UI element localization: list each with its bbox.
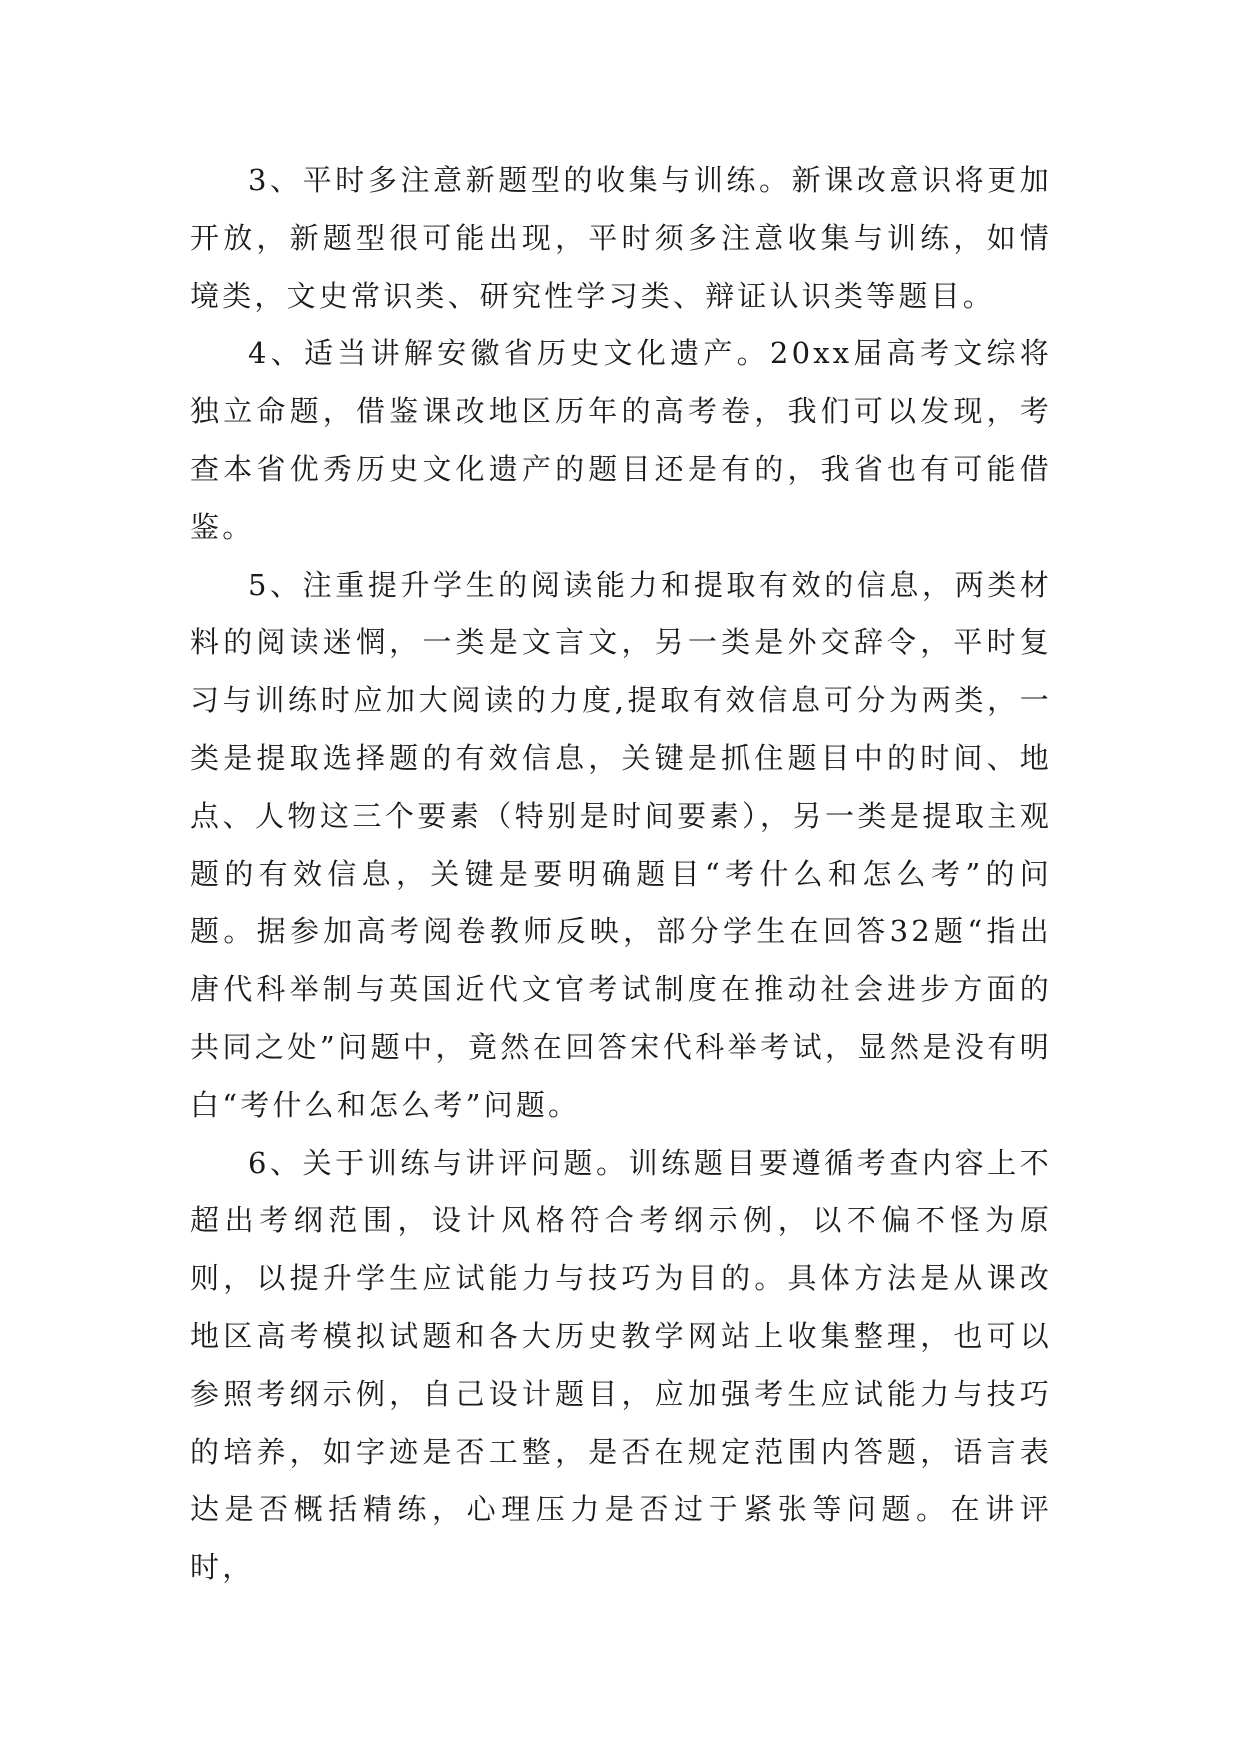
paragraph-item-4: 4、适当讲解安徽省历史文化遗产。20xx届高考文综将独立命题，借鉴课改地区历年的高考卷，我们可以发现，考查本省优秀历史文化遗产的题目还是有的，我省也有可能借鉴。: [190, 336, 1052, 544]
paragraph-item-6: 6、关于训练与讲评问题。训练题目要遵循考查内容上不超出考纲范围，设计风格符合考纲示例，以不偏不怪为原则，以提升学生应试能力与技巧为目的。具体方法是从课改地区高考模拟试题和各大历史教学网站上收集整理，也可以参照考纲示例，自己设计题目，应加强考生应试能力与技巧的培养，如字迹是否工整，是否在规定范围内答题，语言表达是否概括精练，心理压力是否过于紧张等问题。在讲评时，: [190, 1145, 1052, 1585]
paragraph-item-3: 3、平时多注意新题型的收集与训练。新课改意识将更加开放，新题型很可能出现，平时须多注意收集与训练，如情境类，文史常识类、研究性学习类、辩证认识类等题目。: [190, 163, 1052, 313]
document-body: [190, 152, 1052, 1597]
paragraph-item-5: 5、注重提升学生的阅读能力和提取有效的信息，两类材料的阅读迷惘，一类是文言文，另一类是外交辞令，平时复习与训练时应加大阅读的力度,提取有效信息可分为两类，一类是提取选择题的有效信息，关键是抓住题目中的时间、地点、人物这三个要素（特别是时间要素），另一类是提取主观题的有效信息，关键是要明确题目“考什么和怎么考”的问题。据参加高考阅卷教师反映，部分学生在回答32题“指出唐代科举制与英国近代文官考试制度在推动社会进步方面的共同之处”问题中，竟然在回答宋代科举考试，显然是没有明白“考什么和怎么考”问题。: [190, 567, 1052, 1122]
